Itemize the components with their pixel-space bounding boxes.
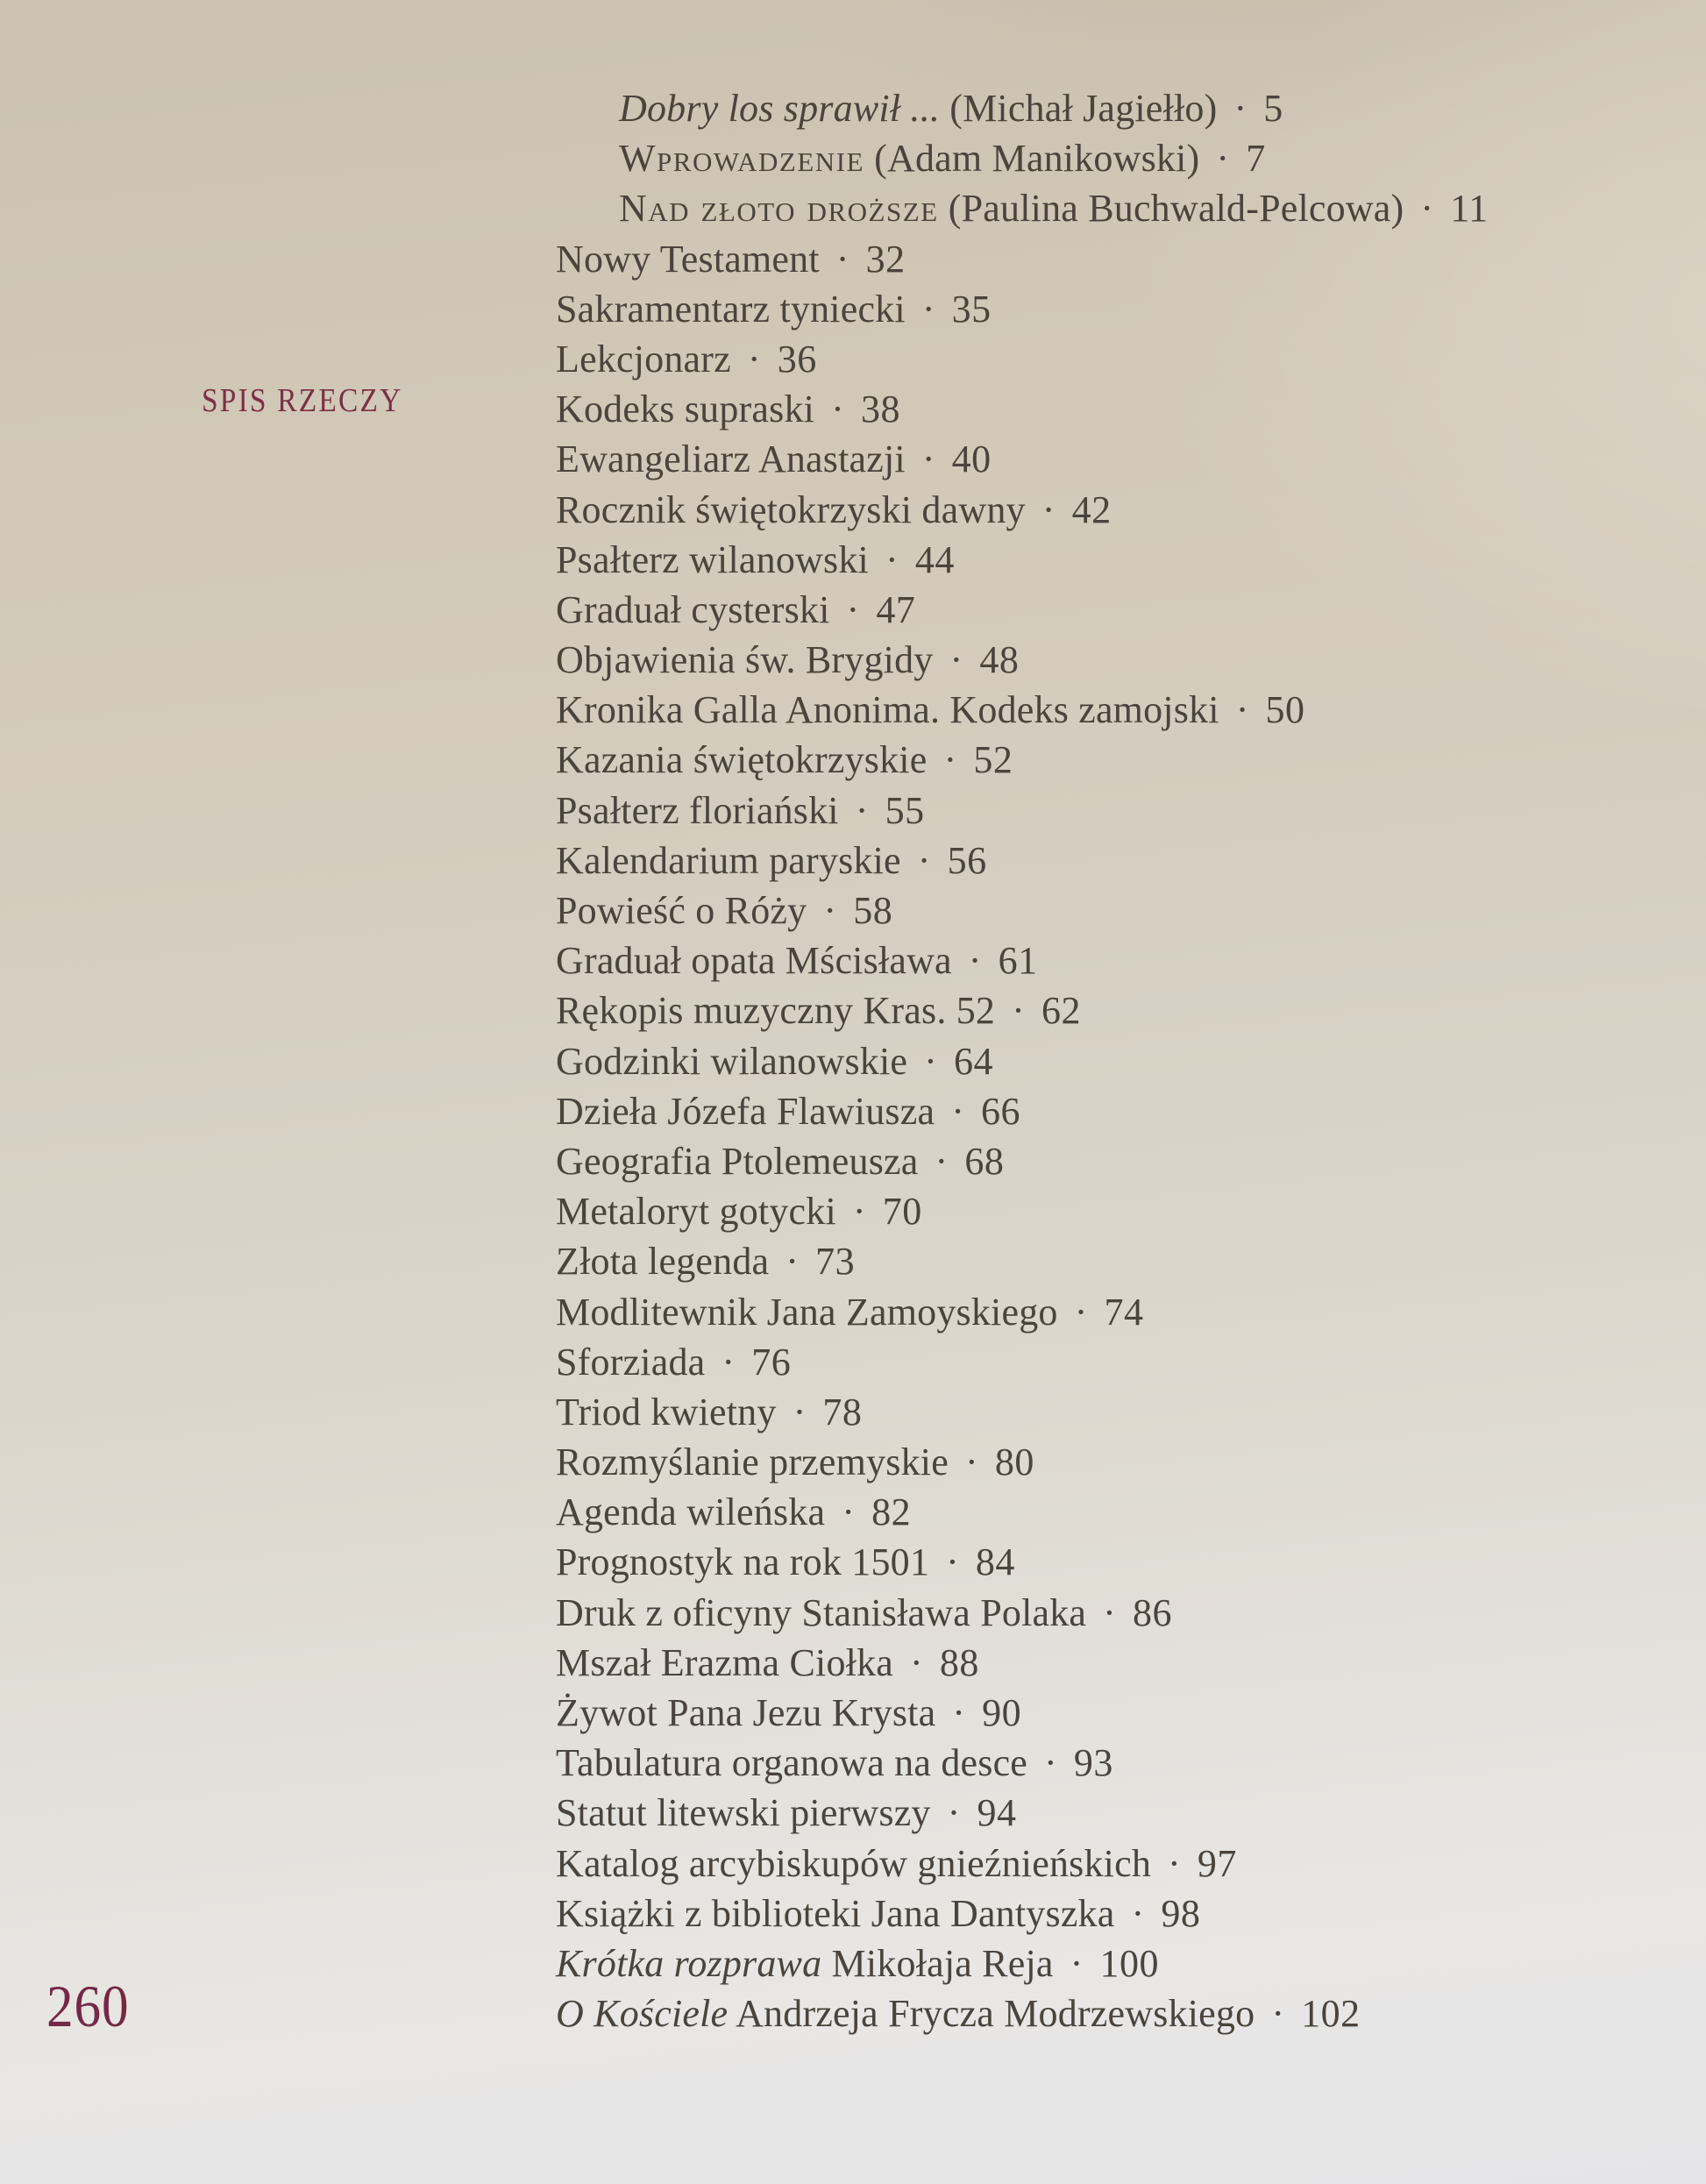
toc-entry-page: 44 xyxy=(914,537,955,581)
separator-dot: · xyxy=(721,1340,736,1384)
toc-entry-page: 58 xyxy=(853,889,893,932)
toc-entry xyxy=(556,535,1489,585)
toc-entry xyxy=(556,985,1489,1035)
toc-entry-page: 97 xyxy=(1197,1841,1237,1885)
separator-dot: · xyxy=(1235,688,1249,732)
toc-list xyxy=(556,83,1489,2038)
separator-dot: · xyxy=(1103,1590,1117,1634)
toc-entry xyxy=(556,1487,1489,1537)
toc-entry-page: 42 xyxy=(1071,487,1112,531)
toc-entry-title: Powieść o Róży xyxy=(556,889,807,932)
separator-dot: · xyxy=(885,537,899,581)
toc-entry-page: 86 xyxy=(1133,1590,1173,1634)
toc-entry-title: Psałterz wilanowski xyxy=(556,537,869,581)
separator-dot: · xyxy=(1012,989,1025,1033)
separator-dot: · xyxy=(793,1390,807,1433)
toc-entry-title: Dzieła Józefa Flawiusza xyxy=(556,1089,935,1133)
toc-entry-page: 52 xyxy=(973,738,1013,782)
separator-dot: · xyxy=(846,587,860,631)
toc-entry-page: 50 xyxy=(1265,688,1305,732)
toc-entry-title: Nowy Testament xyxy=(556,237,820,281)
separator-dot: · xyxy=(935,1139,949,1183)
separator-dot: · xyxy=(910,1640,923,1684)
page-number: 260 xyxy=(46,1973,130,2039)
toc-entry-page: 48 xyxy=(979,638,1020,682)
toc-entry-title: Geografia Ptolemeusza xyxy=(556,1139,919,1183)
toc-entry-page: 84 xyxy=(975,1540,1015,1584)
toc-entry-title: (Adam Manikowski) xyxy=(864,137,1200,181)
toc-entry xyxy=(556,1788,1489,1838)
separator-dot: · xyxy=(1044,1741,1057,1785)
toc-entry-title: Graduał opata Mścisława xyxy=(556,939,952,983)
toc-entry-page: 94 xyxy=(977,1791,1017,1835)
toc-entry xyxy=(556,635,1489,685)
toc-entry xyxy=(556,1236,1489,1286)
toc-entry xyxy=(556,234,1489,284)
toc-entry xyxy=(556,886,1489,935)
toc-entry xyxy=(556,585,1489,635)
toc-entry-page: 88 xyxy=(939,1640,979,1684)
toc-entry-page: 100 xyxy=(1099,1941,1159,1985)
toc-entry xyxy=(556,183,1489,233)
toc-entry xyxy=(556,735,1489,785)
toc-entry-title: Kalendarium paryskie xyxy=(556,838,901,882)
toc-entry xyxy=(556,1537,1489,1587)
toc-entry-page: 36 xyxy=(777,337,817,381)
separator-dot: · xyxy=(943,738,957,782)
toc-entry-page: 55 xyxy=(885,788,925,832)
toc-entry xyxy=(556,1939,1489,1988)
toc-entry-page: 74 xyxy=(1104,1290,1144,1334)
toc-entry-page: 93 xyxy=(1073,1741,1113,1785)
toc-entry xyxy=(556,434,1489,484)
toc-entry-title: Kodeks supraski xyxy=(556,388,815,431)
separator-dot: · xyxy=(952,1691,966,1734)
toc-entry-page: 80 xyxy=(994,1441,1034,1484)
toc-entry-page: 56 xyxy=(947,838,987,882)
toc-entry-title: (Michał Jagiełło) xyxy=(940,87,1218,130)
toc-entry-page: 40 xyxy=(951,438,992,481)
toc-entry-title: Mszał Erazma Ciołka xyxy=(556,1640,893,1684)
separator-dot: · xyxy=(1271,1992,1285,2036)
toc-entry xyxy=(556,1437,1489,1487)
toc-entry xyxy=(556,1186,1489,1236)
toc-entry-title: Tabulatura organowa na desce xyxy=(556,1741,1028,1785)
toc-entry-page: 47 xyxy=(876,587,916,631)
toc-entry xyxy=(556,334,1489,384)
toc-entry xyxy=(556,1136,1489,1186)
toc-entry-title: Katalog arcybiskupów gnieźnieńskich xyxy=(556,1841,1152,1885)
toc-entry-page: 5 xyxy=(1263,87,1283,130)
toc-entry-title: Dobry los sprawił ... xyxy=(619,87,941,130)
separator-dot: · xyxy=(1420,187,1434,231)
toc-entry-page: 76 xyxy=(751,1340,792,1384)
toc-entry-page: 98 xyxy=(1161,1891,1201,1935)
separator-dot: · xyxy=(924,1039,938,1083)
toc-entry-title: Druk z oficyny Stanisława Polaka xyxy=(556,1590,1087,1634)
toc-entry-title: Nad złoto droższe xyxy=(619,187,939,231)
toc-entry-title: Ewangeliarz Anastazji xyxy=(556,438,906,481)
toc-entry-title: Żywot Pana Jezu Krysta xyxy=(556,1691,936,1734)
separator-dot: · xyxy=(1168,1841,1181,1885)
toc-entry-title: Kronika Galla Anonima. Kodeks zamojski xyxy=(556,688,1219,732)
separator-dot: · xyxy=(747,337,761,381)
toc-entry-title: Graduał cysterski xyxy=(556,587,830,631)
separator-dot: · xyxy=(951,1089,965,1133)
toc-entry-page: 68 xyxy=(964,1139,1005,1183)
toc-entry-title: Triod kwietny xyxy=(556,1390,777,1433)
toc-entry xyxy=(556,83,1489,133)
separator-dot: · xyxy=(968,939,982,983)
toc-entry-title: Prognostyk na rok 1501 xyxy=(556,1540,930,1584)
toc-entry xyxy=(556,836,1489,886)
toc-entry-title: Lekcjonarz xyxy=(556,337,731,381)
toc-entry-title: Metaloryt gotycki xyxy=(556,1190,836,1234)
toc-entry-page: 66 xyxy=(981,1089,1021,1133)
toc-entry xyxy=(556,1889,1489,1939)
toc-entry xyxy=(556,384,1489,434)
toc-entry-title: Godzinki wilanowskie xyxy=(556,1039,908,1083)
toc-entry-page: 102 xyxy=(1301,1992,1361,2036)
separator-dot: · xyxy=(921,438,935,481)
toc-entry xyxy=(556,1738,1489,1788)
toc-entry-title: Kazania świętokrzyskie xyxy=(556,738,928,782)
separator-dot: · xyxy=(1074,1290,1088,1334)
toc-entry-title: Wprowadzenie xyxy=(619,137,864,181)
toc-entry-page: 62 xyxy=(1041,989,1081,1033)
toc-entry-title: Agenda wileńska xyxy=(556,1490,826,1534)
toc-entry xyxy=(556,1287,1489,1337)
toc-entry-page: 11 xyxy=(1450,187,1489,231)
separator-dot: · xyxy=(1233,87,1248,130)
toc-entry-page: 70 xyxy=(882,1190,922,1234)
toc-entry-title: Mikołaja Reja xyxy=(821,1941,1054,1985)
toc-entry-page: 90 xyxy=(982,1691,1022,1734)
separator-dot: · xyxy=(1216,137,1230,181)
toc-entry xyxy=(556,1337,1489,1387)
toc-entry-title: (Paulina Buchwald-Pelcowa) xyxy=(938,187,1404,231)
toc-entry-title: Modlitewnik Jana Zamoyskiego xyxy=(556,1290,1058,1334)
separator-dot: · xyxy=(785,1240,800,1284)
toc-entry xyxy=(556,284,1489,334)
toc-entry-page: 35 xyxy=(951,287,992,331)
toc-entry-title: Złota legenda xyxy=(556,1240,770,1284)
toc-entry xyxy=(556,1588,1489,1638)
toc-entry xyxy=(556,1086,1489,1136)
toc-entry-page: 78 xyxy=(822,1390,863,1433)
toc-entry-title: Sakramentarz tyniecki xyxy=(556,287,906,331)
toc-entry-title: Rocznik świętokrzyski dawny xyxy=(556,487,1026,531)
toc-entry-page: 7 xyxy=(1246,137,1266,181)
toc-entry-title: Rękopis muzyczny Kras. 52 xyxy=(556,989,996,1033)
toc-entry-title: Psałterz floriański xyxy=(556,788,839,832)
toc-entry xyxy=(556,1036,1489,1086)
toc-entry xyxy=(556,685,1489,735)
toc-entry-title: Krótka rozprawa xyxy=(556,1941,822,1985)
toc-entry-page: 73 xyxy=(815,1240,856,1284)
separator-dot: · xyxy=(831,388,844,431)
toc-entry-title: Statut litewski pierwszy xyxy=(556,1791,931,1835)
toc-entry-page: 38 xyxy=(860,388,900,431)
toc-entry xyxy=(556,786,1489,836)
separator-dot: · xyxy=(1070,1941,1084,1985)
separator-dot: · xyxy=(947,1791,961,1835)
toc-entry xyxy=(556,1988,1489,2038)
toc-entry-page: 61 xyxy=(998,939,1038,983)
section-label: SPIS RZECZY xyxy=(202,382,403,419)
separator-dot: · xyxy=(964,1441,978,1484)
separator-dot: · xyxy=(835,237,849,281)
toc-entry xyxy=(556,935,1489,985)
toc-entry-title: Sforziada xyxy=(556,1340,706,1384)
toc-entry xyxy=(556,1839,1489,1889)
toc-entry-title: Andrzeja Frycza Modrzewskiego xyxy=(728,1992,1255,2036)
toc-entry-page: 32 xyxy=(865,237,906,281)
separator-dot: · xyxy=(823,889,837,932)
separator-dot: · xyxy=(842,1490,856,1534)
toc-entry xyxy=(556,1638,1489,1688)
separator-dot: · xyxy=(917,838,931,882)
separator-dot: · xyxy=(946,1540,959,1584)
toc-entry-title: Rozmyślanie przemyskie xyxy=(556,1441,949,1484)
separator-dot: · xyxy=(921,287,935,331)
toc-entry-title: Książki z biblioteki Jana Dantyszka xyxy=(556,1891,1115,1935)
separator-dot: · xyxy=(852,1190,866,1234)
separator-dot: · xyxy=(1131,1891,1145,1935)
toc-entry xyxy=(556,133,1489,183)
toc-entry xyxy=(556,1688,1489,1738)
separator-dot: · xyxy=(855,788,869,832)
separator-dot: · xyxy=(949,638,963,682)
toc-entry xyxy=(556,1387,1489,1437)
toc-entry-title: Objawienia św. Brygidy xyxy=(556,638,934,682)
toc-entry-page: 82 xyxy=(871,1490,912,1534)
toc-entry xyxy=(556,485,1489,535)
separator-dot: · xyxy=(1041,487,1056,531)
toc-entry-title: O Kościele xyxy=(556,1992,729,2036)
toc-entry-page: 64 xyxy=(954,1039,994,1083)
